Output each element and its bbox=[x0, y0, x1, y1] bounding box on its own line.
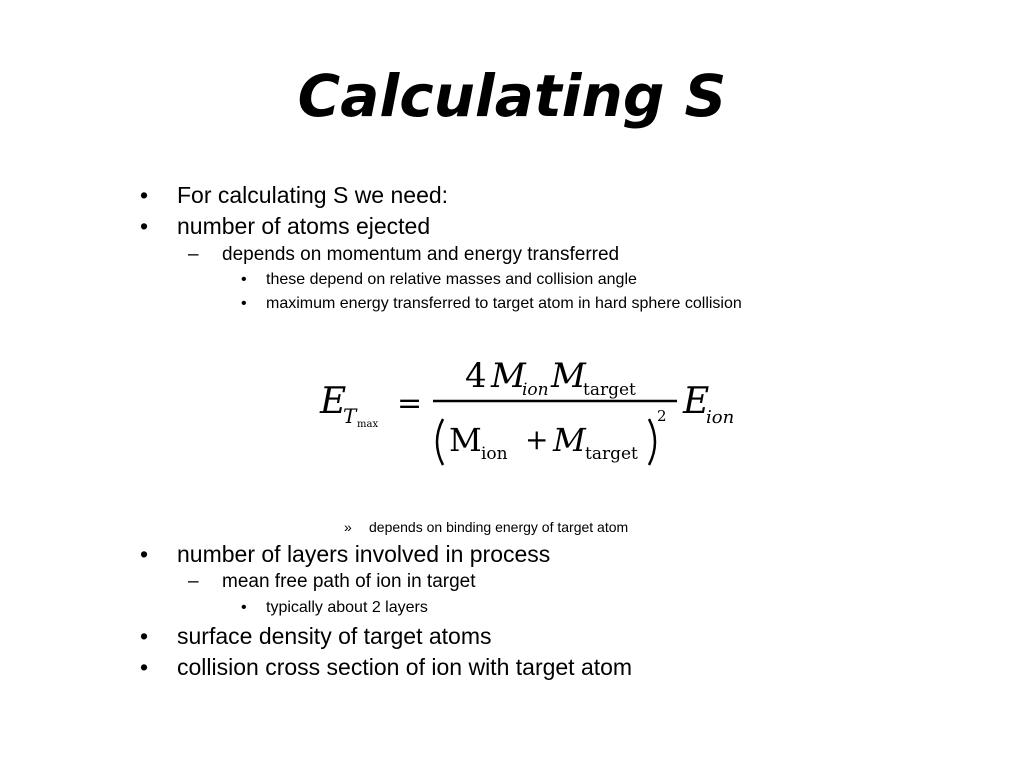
sub-bullet-text: depends on momentum and energy transferred bbox=[222, 244, 620, 265]
formula-lhs-sub: T bbox=[343, 404, 357, 428]
formula-denominator-m1-sub: ion bbox=[481, 444, 508, 464]
bullet-marker: • bbox=[241, 271, 247, 288]
bullet-marker: • bbox=[140, 654, 149, 680]
bullet-marker: • bbox=[241, 599, 247, 616]
formula-numerator-m2: M bbox=[551, 356, 586, 396]
bullet-text: surface density of target atoms bbox=[177, 623, 492, 649]
formula-numerator-m1-sub: ion bbox=[522, 380, 549, 400]
energy-transfer-formula bbox=[315, 345, 755, 475]
bullet-text: collision cross section of ion with target atom bbox=[177, 654, 633, 680]
bullet-marker: • bbox=[140, 182, 149, 208]
formula-denominator-m1: M bbox=[449, 421, 482, 459]
sub-bullet-text: mean free path of ion in target bbox=[222, 571, 476, 592]
formula-graphic bbox=[315, 345, 755, 475]
formula-numerator-m2-sub: target bbox=[583, 380, 636, 400]
bullet-marker: • bbox=[140, 541, 149, 567]
bullet-text: number of atoms ejected bbox=[177, 213, 431, 239]
formula-lhs-subsub: max bbox=[357, 419, 379, 430]
formula-numerator-m1: M bbox=[491, 356, 526, 396]
bullet-text: number of layers involved in process bbox=[177, 541, 551, 567]
formula-exponent: 2 bbox=[657, 407, 667, 425]
bullet-marker: • bbox=[140, 213, 149, 239]
bullet-marker: • bbox=[241, 295, 247, 312]
formula-numerator-coeff: 4 bbox=[465, 356, 487, 396]
formula-left-paren bbox=[437, 419, 443, 465]
sub-sub-bullet-text: typically about 2 layers bbox=[266, 599, 428, 616]
formula-denominator-m2: M bbox=[553, 421, 586, 459]
formula-denominator-m2-sub: target bbox=[585, 444, 638, 464]
formula-equals: = bbox=[397, 386, 423, 421]
formula-rhs: E bbox=[683, 381, 710, 422]
bullet-marker: • bbox=[140, 623, 149, 649]
formula-plus: + bbox=[525, 423, 549, 456]
dash-marker: – bbox=[188, 244, 199, 265]
bullet-text: For calculating S we need: bbox=[177, 182, 449, 208]
formula-lhs: E bbox=[320, 381, 347, 422]
sub-sub-bullet-text: these depend on relative masses and collision angle bbox=[266, 271, 637, 288]
slide-title: Calculating S bbox=[297, 62, 727, 130]
chevron-marker: » bbox=[344, 519, 352, 535]
deep-bullet-text: depends on binding energy of target atom bbox=[369, 519, 629, 535]
sub-sub-bullet-text: maximum energy transferred to target atom in hard sphere collision bbox=[266, 295, 742, 312]
dash-marker: – bbox=[188, 571, 199, 592]
formula-rhs-sub: ion bbox=[706, 407, 735, 428]
formula-right-paren bbox=[649, 419, 655, 465]
